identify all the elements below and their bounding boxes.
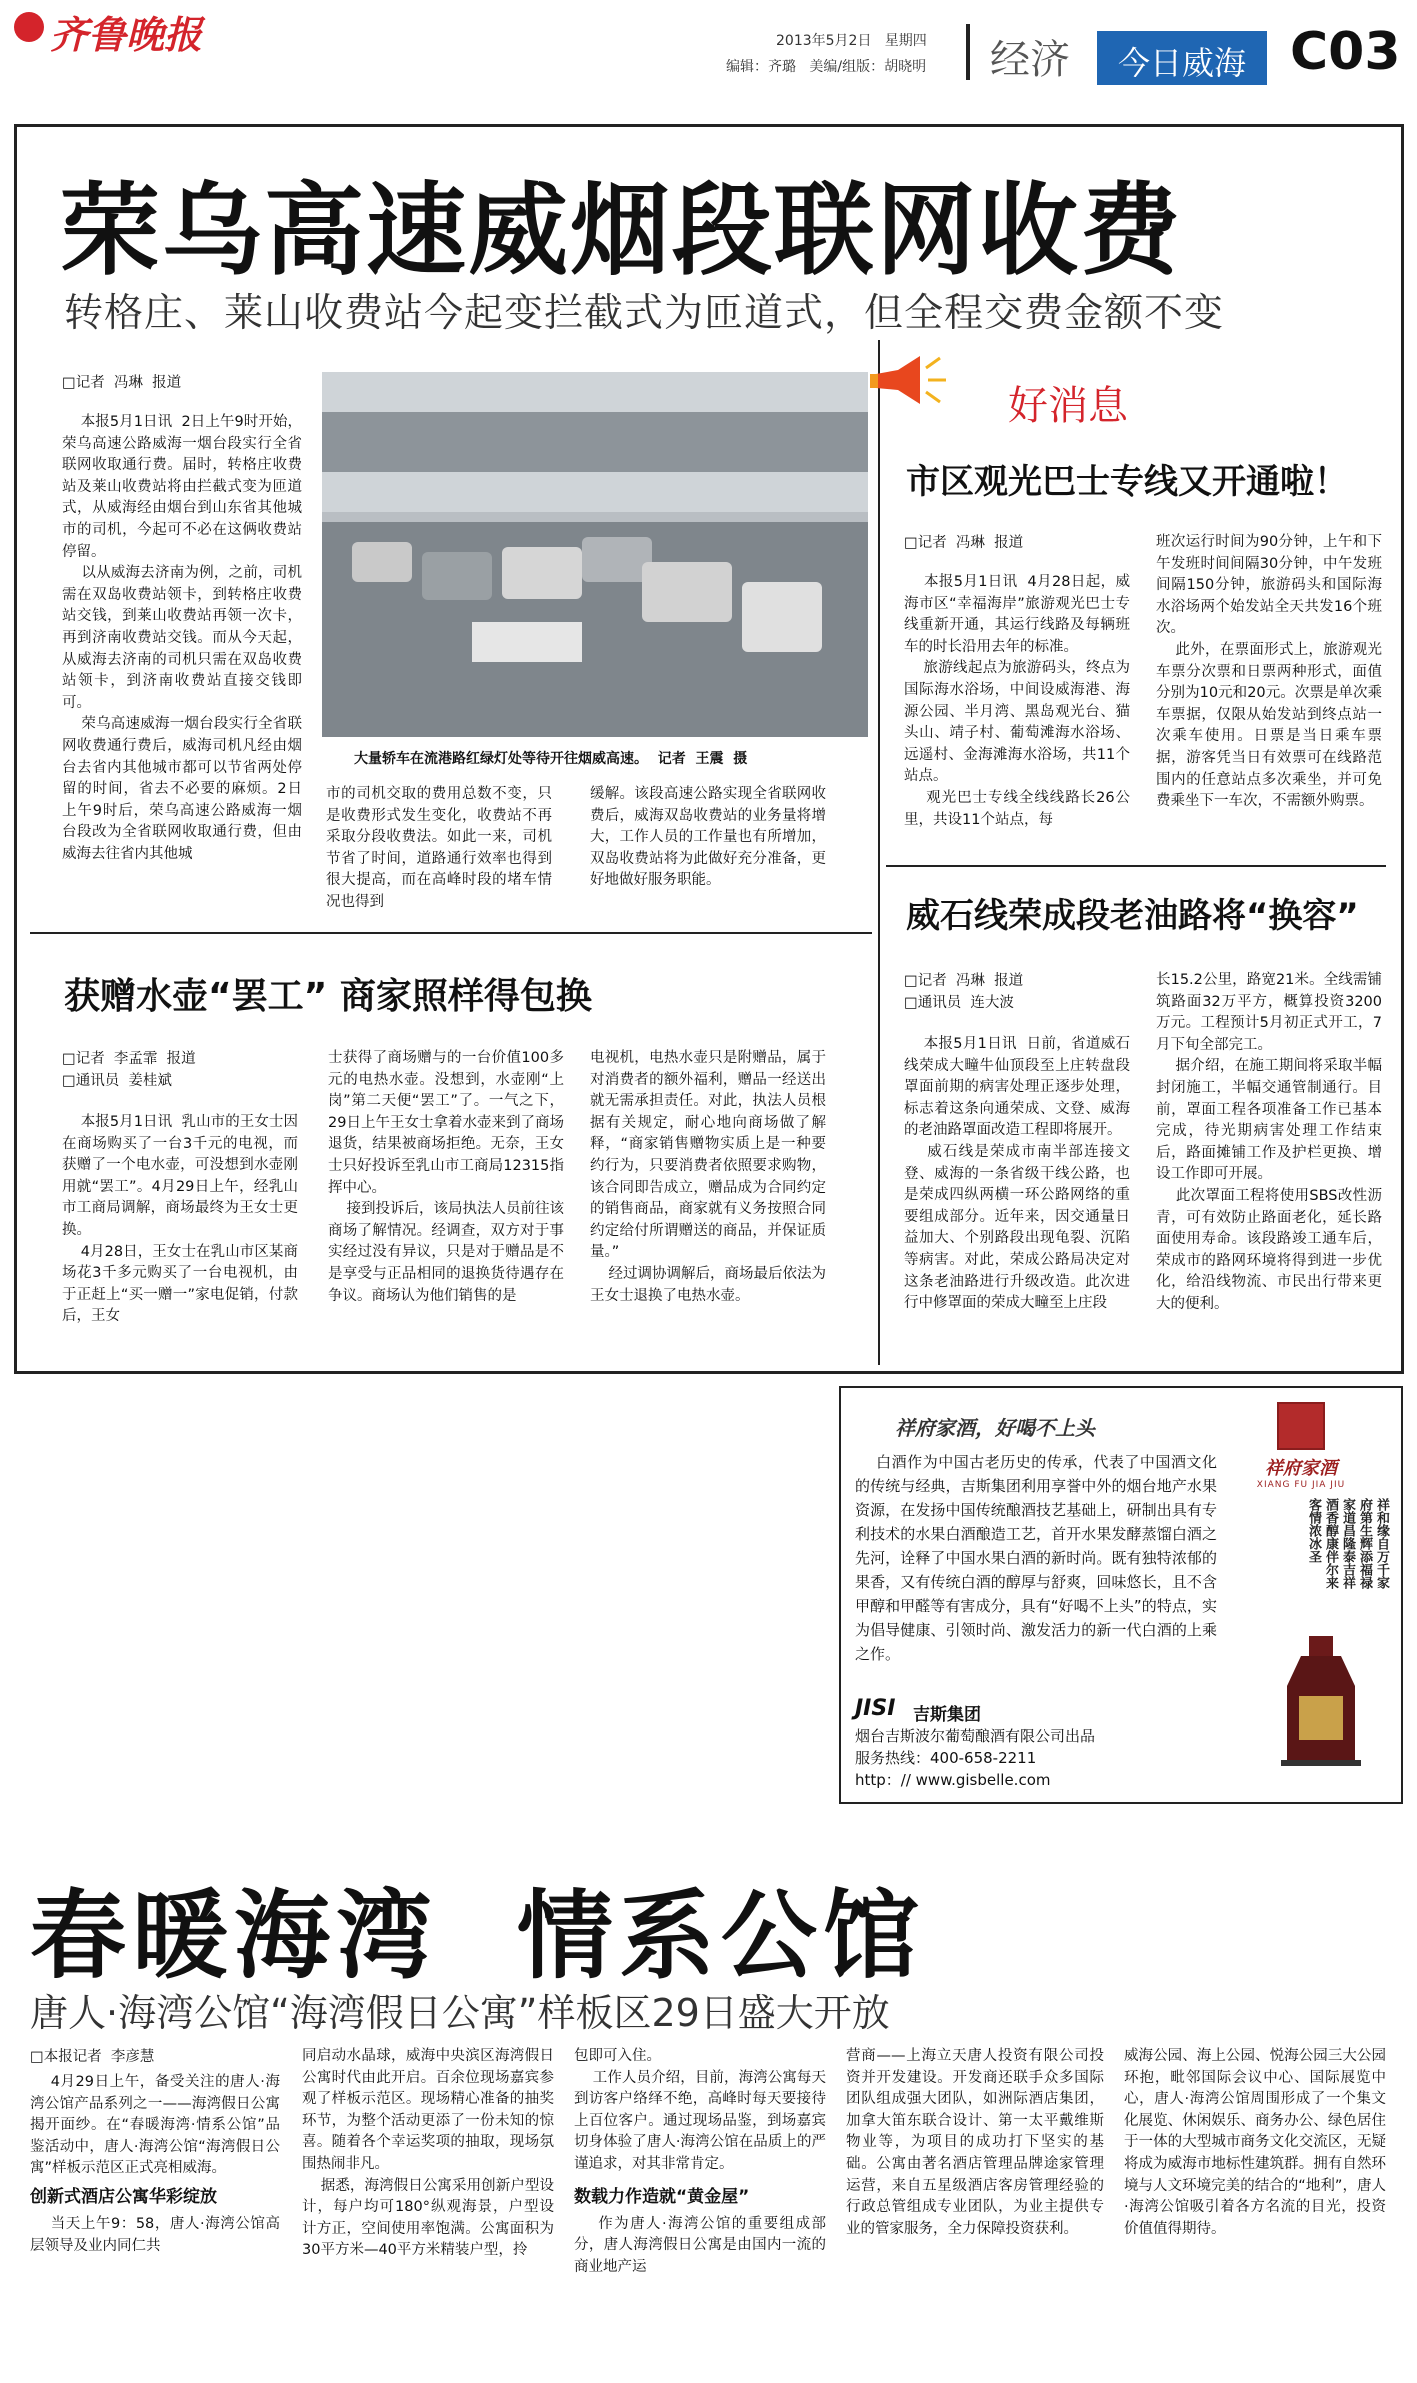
ad-phone: 服务热线：400-658-2211 (855, 1749, 1037, 1767)
article2-bottom-rule (886, 865, 1386, 867)
article3-col3: 电视机，电热水壶只是附赠品，属于对消费者的额外福利，赠品一经送出就无需承担责任。对此，执法人员根据有关规定，耐心地向商场做了解释，“商家销售赠物实质上是一种要约行为，只要消费者依照要求购物，该合同即告成立，赠品成为合同约定的销售商品，商家就有义务按照合同约定给付所谓赠送的商品，并保证质量。” 经过调协调解后，商场最后依法为王女士退换了电热水壶。 (590, 1050, 827, 1304)
article2-col2: 班次运行时间为90分钟，上午和下午发班时间间隔30分钟，中午发班间隔150分钟，旅游码头和国际海水浴场两个始发站全天共发16个班次。 此外，在票面形式上，旅游观光车票分次票和日票两种形式，面值分别为10元和20元。次票是单次乘车票据，仅限从始发站到终点站一次乘车使用。日票是当日乘车票据，游客凭当日有效票可在线路范围内的任意站点多次乘坐，并可免费乘坐下一车次，不需额外购票。 (1156, 534, 1383, 810)
article5-col1 (30, 2046, 280, 2257)
masthead (0, 0, 1417, 92)
article1-col1: 本报5月1日讯 2日上午9时开始，荣乌高速公路威海一烟台段实行全省联网收取通行费。届时，转格庄收费站及莱山收费站将由拦截式变为匝道式，从威海经由烟台到山东省其他城市的司机，今起可不必在这俩收费站停留。 以从威海去济南为例，之前，司机需在双岛收费站领卡，到转格庄收费站交钱，到莱山收费站再领一次卡，再到济南收费站交钱。而从今天起，从威海去济南的司机只需在双岛收费站领卡，到济南收费站直接交钱即可。 荣乌高速威海一烟台段实行全省联网收费通行费后，威海司机凡经由烟台去省内其他城市都可以节省两处停留的时间，省去不必要的麻烦。2日上午9时后，荣乌高速公路威海一烟台段改为全省联网收取通行费，但由威海去往省内其他城 (62, 414, 303, 862)
article5-subhead1: 创新式酒店公寓华彩绽放 (30, 2186, 217, 2207)
column-name: 今日威海 (1117, 44, 1246, 82)
article5-col4: 营商——上海立天唐人投资有限公司投资并开发建设。开发商还联手众多国际团队组成强大团队，如洲际酒店集团，加拿大笛东联合设计、第一太平戴维斯物业等，为项目的成功打下坚实的基础。公寓由著名酒店管理品牌途家管理运营，来自五星级酒店客房管理经验的行政总管组成专业团队，为业主提供专业的管家服务，全力保障投资获利。 (846, 2048, 1104, 2237)
article5-col3 (574, 2046, 826, 2278)
article4-byline: □记者 冯琳 报道 □通讯员 连大波 (904, 973, 1024, 1011)
article5-col5: 威海公园、海上公园、悦海公园三大公园环抱，毗邻国际会议中心、国际展览中心，唐人·海湾公馆周围形成了一个集文化展览、休闲娱乐、商务办公、绿色居住于一体的大型城市商务文化交流区，无疑将成为威海市地标性建筑群。拥有自然环境与人文环境完美的结合的“地利”，唐人·海湾公馆吸引着各方名流的目光，投资价值值得期待。 (1124, 2048, 1386, 2237)
article1-col2: 市的司机交取的费用总数不变，只是收费形式发生变化，收费站不再采取分段收费法。如此一来，司机节省了时间，道路通行效率也得到很大提高，而在高峰时段的堵车情况也得到 (326, 786, 552, 910)
poem-line: 客情浓冰圣 (1306, 1498, 1321, 1563)
article5-col3-text: 包即可入住。 工作人员介绍，目前，海湾公寓每天到访客户络绎不绝，高峰时每天要接待上百位客户。通过现场品鉴，到场嘉宾切身体验了唐人·海湾公馆在品质上的严谨追求，对其非常肯定。 (574, 2048, 826, 2172)
product-emblem-icon (1277, 1402, 1325, 1450)
poem-line: 祥和缘自万千家 (1374, 1498, 1389, 1589)
article5-subheadline: 唐人·海湾公馆“海湾假日公寓”样板区29日盛大开放 (30, 1991, 890, 2035)
traffic-scene-icon (322, 372, 868, 737)
brand-logo: JISI (855, 1696, 896, 1721)
article5-col3-tail: 作为唐人·海湾公馆的重要组成部分，唐人海湾假日公寓是由国内一流的商业地产运 (574, 2215, 827, 2275)
ad-body: 白酒作为中国古老历史的传承，代表了中国酒文化的传统与经典，吉斯集团利用享誉中外的烟台地产水果资源，在发扬中国传统酿酒技艺基础上，研制出具有专利技术的水果白酒酿造工艺，首开水果发酵蒸馏白酒之先河，诠释了中国水果白酒的新时尚。既有独特浓郁的果香，又有传统白酒的醇厚与舒爽，回味悠长，且不含甲醇和甲醛等有害成分，具有“好喝不上头”的特点，实为倡导健康、引领时尚、激发活力的新一代白酒的上乘之作。 (855, 1453, 1217, 1663)
article3-headline: 获赠水壶“罢工” 商家照样得包换 (64, 976, 592, 1017)
good-news-badge: 好消息 (1008, 383, 1128, 429)
article4-headline: 威石线荣成段老油路将“换容” (906, 896, 1359, 936)
article1-byline: □记者 冯琳 报道 (62, 375, 182, 391)
ad-website[interactable]: http：// www.gisbelle.com (855, 1771, 1051, 1789)
article1-bottom-rule (30, 932, 872, 934)
article3-col1: 本报5月1日讯 乳山市的王女士因在商场购买了一台3千元的电视，而获赠了一个电水壶，可没想到水壶刚用就“罢工”。4月29日上午，经乳山市工商局调解，商场最终为王女士更换。 4月28日，王女士在乳山市区某商场花3千多元购买了一台电视机，由于正赶上“买一赠一”家电促销，付款后，王女 (62, 1114, 298, 1325)
article5-subhead2: 数载力作造就“黄金屋” (574, 2186, 750, 2207)
article5-col2: 同启动水晶球，威海中央滨区海湾假日公寓时代由此开启。百余位现场嘉宾参观了样板示范区。现场精心准备的抽奖环节，为整个活动更添了一份未知的惊喜。随着各个幸运奖项的抽取，现场氛围热闹非凡。 据悉，海湾假日公寓采用创新户型设计，每户均可180°纵观海景，户型设计方正，空间使用率饱满。公寓面积为30平方米—40平方米精装户型，拎 (302, 2048, 554, 2259)
article2-headline: 市区观光巴士专线又开通啦！ (906, 462, 1348, 502)
article1-subheadline: 转格庄、莱山收费站今起变拦截式为匝道式，但全程交费金额不变 (64, 291, 1225, 336)
article2-byline: □记者 冯琳 报道 (904, 535, 1024, 551)
product-name: 祥府家酒 (1265, 1458, 1337, 1479)
article4-col2: 长15.2公里，路宽21米。全线需铺筑路面32万平方，概算投资3200万元。工程预计5月初正式开工，7月下旬全部完工。 据介绍，在施工期间将采取半幅封闭施工，半幅交通管制通行。目前，罩面工程各项准备工作已基本完成，待光期病害处理工作结束后，路面摊铺工作及护栏更换、增设工作即可开展。 此次罩面工程将使用SBS改性沥青，可有效防止路面老化，延长路面使用寿命。该段路竣工通车后，荣成市的路网环境将得到进一步优化，给沿线物流、市民出行带来更大的便利。 (1156, 972, 1383, 1312)
newspaper-logo: 齐鲁晚报 (50, 12, 203, 57)
traffic-photo (322, 372, 868, 737)
poem-line: 府第生辉添福禄 (1357, 1498, 1372, 1589)
article2-col1: 本报5月1日讯 4月28日起，威海市区“幸福海岸”旅游观光巴士专线重新开通，其运行线路及每辆班车的时长沿用去年的标准。 旅游线起点为旅游码头，终点为国际海水浴场，中间设威海港、海源公园、半月湾、黑岛观光台、猫头山、靖子村、葡萄滩海水浴场、远遥村、金海滩海水浴场，共11个站点。 观光巴士专线全线线路长26公里，共设11个站点，每 (904, 574, 1131, 828)
article3-byline: □记者 李孟霏 报道 □通讯员 姜桂斌 (62, 1051, 196, 1089)
article1-col3: 缓解。该段高速公路实现全省联网收费后，威海双岛收费站的业务量将增大，工作人员的工作量也有所增加，双岛收费站将为此做好充分准备，更好地做好服务职能。 (590, 786, 826, 889)
article1-headline: 荣乌高速威烟段联网收费 (60, 171, 1182, 289)
article4-col1: 本报5月1日讯 日前，省道威石线荣成大疃牛仙顶段至上庄转盘段罩面前期的病害处理正逐步处理，标志着这条向通荣成、文登、威海的老油路罩面改造工程即将展开。 威石线是荣成市南半部连接文登、威海的一条省级干线公路，也是荣成四纵两横一环公路网络的重要组成部分。近年来，因交通量日益加大、个别路段出现龟裂、沉陷等病害。对此，荣成公路局决定对这条老油路进行升级改造。此次进行中修罩面的荣成大疃至上庄段 (904, 1036, 1131, 1312)
issue-date: 2013年5月2日 星期四 (776, 33, 927, 49)
brand-name: 吉斯集团 (913, 1705, 981, 1725)
article3-col2: 士获得了商场赠与的一台价值100多元的电热水壶。没想到，水壶刚“上岗”第二天便“罢工”了。一气之下，29日上午王女士拿着水壶来到了商场退货，结果被商场拒绝。无奈，王女士只好投诉至乳山市工商局12315指挥中心。 接到投诉后，该局执法人员前往该商场了解情况。经调查，双方对于事实经过没有异议，只是对于赠品是不是享受与正品相同的退换货待遇存在争议。商场认为他们销售的是 (328, 1050, 565, 1304)
section-name: 经济 (990, 37, 1070, 83)
article5-byline: □本报记者 李彦慧 (30, 2049, 155, 2065)
masthead-divider (966, 24, 970, 80)
article5-col1-tail: 当天上午9：58，唐人·海湾公馆高层领导及业内同仁共 (30, 2215, 280, 2254)
liquor-bottle-icon (1271, 1636, 1371, 1766)
poem-line: 酒香醇康伴尔来 (1323, 1498, 1338, 1589)
ad-company: 烟台吉斯波尔葡萄酿酒有限公司出品 (855, 1727, 1096, 1745)
article5-col1-text: 4月29日上午，备受关注的唐人·海湾公馆产品系列之一——海湾假日公寓揭开面纱。在“春暖海湾·情系公馆”品鉴活动中，唐人·海湾公馆“海湾假日公寓”样板示范区正式亮相威海。 (30, 2074, 280, 2177)
product-poem (1239, 1498, 1389, 1598)
article5-headline: 春暖海湾 情系公馆 (30, 1879, 925, 1992)
megaphone-icon (868, 352, 948, 412)
newspaper-logo-icon (14, 12, 44, 42)
left-right-divider (878, 340, 880, 1365)
ad-slogan: 祥府家酒，好喝不上头 (895, 1416, 1095, 1440)
poem-line: 家道昌隆泰吉祥 (1340, 1498, 1355, 1589)
product-pinyin: XIANG FU JIA JIU (1256, 1480, 1346, 1490)
liquor-ad (839, 1386, 1403, 1804)
photo-caption: 大量轿车在流港路红绿灯处等待开往烟威高速。 记者 王震 摄 (354, 751, 748, 767)
editors-credit: 编辑：齐璐 美编/组版：胡晓明 (726, 59, 927, 75)
page-number: C03 (1290, 22, 1401, 82)
